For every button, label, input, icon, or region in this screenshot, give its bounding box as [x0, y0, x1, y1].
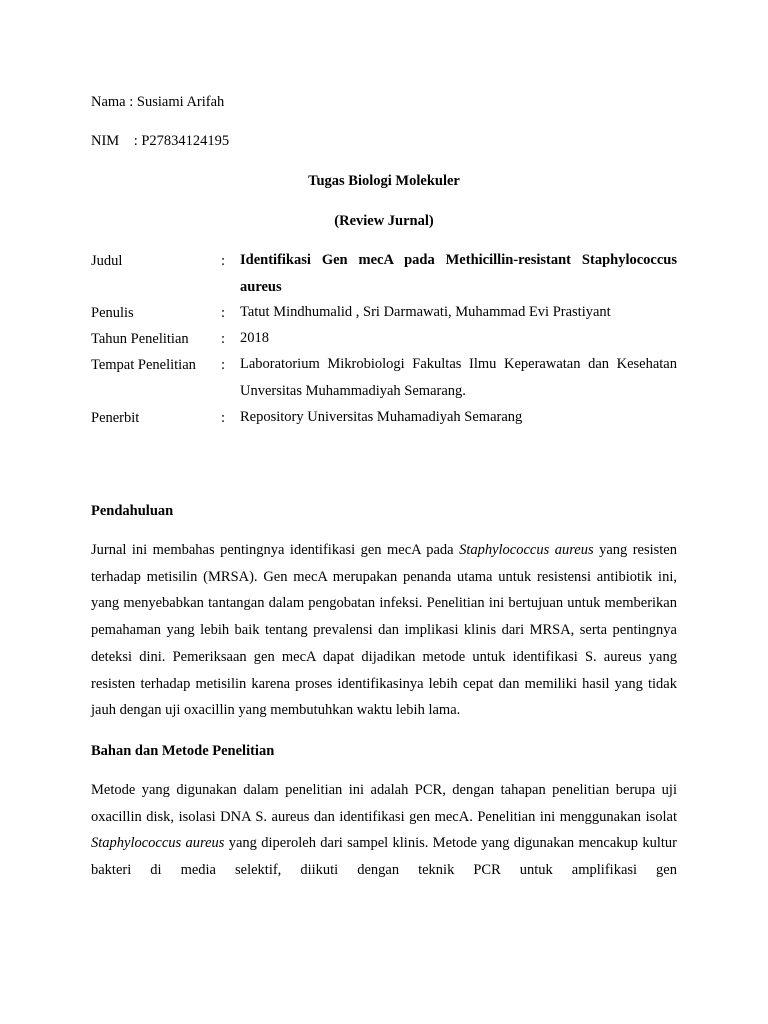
species-name: Staphylococcus aureus: [91, 835, 225, 852]
student-nim: NIM : P27834124195: [91, 133, 230, 149]
section-heading-pendahuluan: Pendahuluan: [91, 503, 174, 519]
document-subtitle: (Review Jurnal): [334, 213, 434, 229]
meta-label-tahun: Tahun Penelitian: [91, 331, 189, 347]
species-name: Staphylococcus aureus: [459, 542, 594, 558]
meta-colon: :: [221, 357, 226, 373]
meta-value-penulis: Tatut Mindhumalid , Sri Darmawati, Muhammad Evi Prastiyant: [240, 304, 611, 320]
meta-colon: :: [221, 305, 226, 321]
meta-label-tempat: Tempat Penelitian: [91, 357, 196, 373]
meta-colon: :: [221, 253, 226, 269]
paragraph-pendahuluan: [91, 537, 677, 724]
meta-value-tempat: Laboratorium Mikrobiologi Fakultas Ilmu Keperawatan dan Kesehatan Unversitas Muhammadiyah Semarang.: [240, 356, 677, 399]
meta-colon: :: [221, 410, 226, 426]
paragraph-text: Jurnal ini membahas pentingnya identifikasi gen mecA pada: [91, 542, 460, 558]
meta-colon: :: [221, 331, 226, 347]
meta-value-penerbit: Repository Universitas Muhamadiyah Semarang: [240, 409, 523, 425]
meta-label-judul: Judul: [91, 253, 123, 269]
section-heading-bahan-metode: Bahan dan Metode Penelitian: [91, 743, 275, 759]
meta-value-judul: Identifikasi Gen mecA pada Methicillin-resistant Staphylococcus aureus: [240, 252, 677, 295]
meta-label-penerbit: Penerbit: [91, 410, 140, 426]
meta-label-penulis: Penulis: [91, 305, 134, 321]
paragraph-text: Metode yang digunakan dalam penelitian ini adalah PCR, dengan tahapan penelitian berupa uji oxacillin disk, isolasi DNA S. aureus dan identifikasi gen mecA. Penelitian ini menggunakan isolat: [91, 782, 677, 825]
document-title: Tugas Biologi Molekuler: [308, 173, 460, 189]
meta-value-tahun: 2018: [240, 330, 269, 346]
paragraph-text: yang resisten terhadap metisilin (MRSA). Gen mecA merupakan penanda utama untuk resistensi antibiotik ini, yang menyebabkan tantangan dalam pengobatan infeksi. Penelitian ini bertujuan untuk memberikan pemahaman yang lebih baik tentang prevalensi dan implikasi klinis dari MRSA, serta pentingnya deteksi dini. Pemeriksaan gen mecA dapat dijadikan metode untuk identifikasi S. aureus yang resisten terhadap metisilin karena proses identifikasinya lebih cepat dan memiliki hasil yang tidak jauh dengan uji oxacillin yang membutuhkan waktu lebih lama.: [91, 542, 677, 719]
paragraph-text: yang diperoleh dari sampel klinis. Metode yang digunakan mencakup kultur bakteri di media selektif, diikuti dengan teknik PCR untuk amplifikasi gen: [91, 835, 677, 879]
student-name: Nama : Susiami Arifah: [91, 94, 225, 110]
paragraph-bahan-metode: [91, 777, 677, 887]
